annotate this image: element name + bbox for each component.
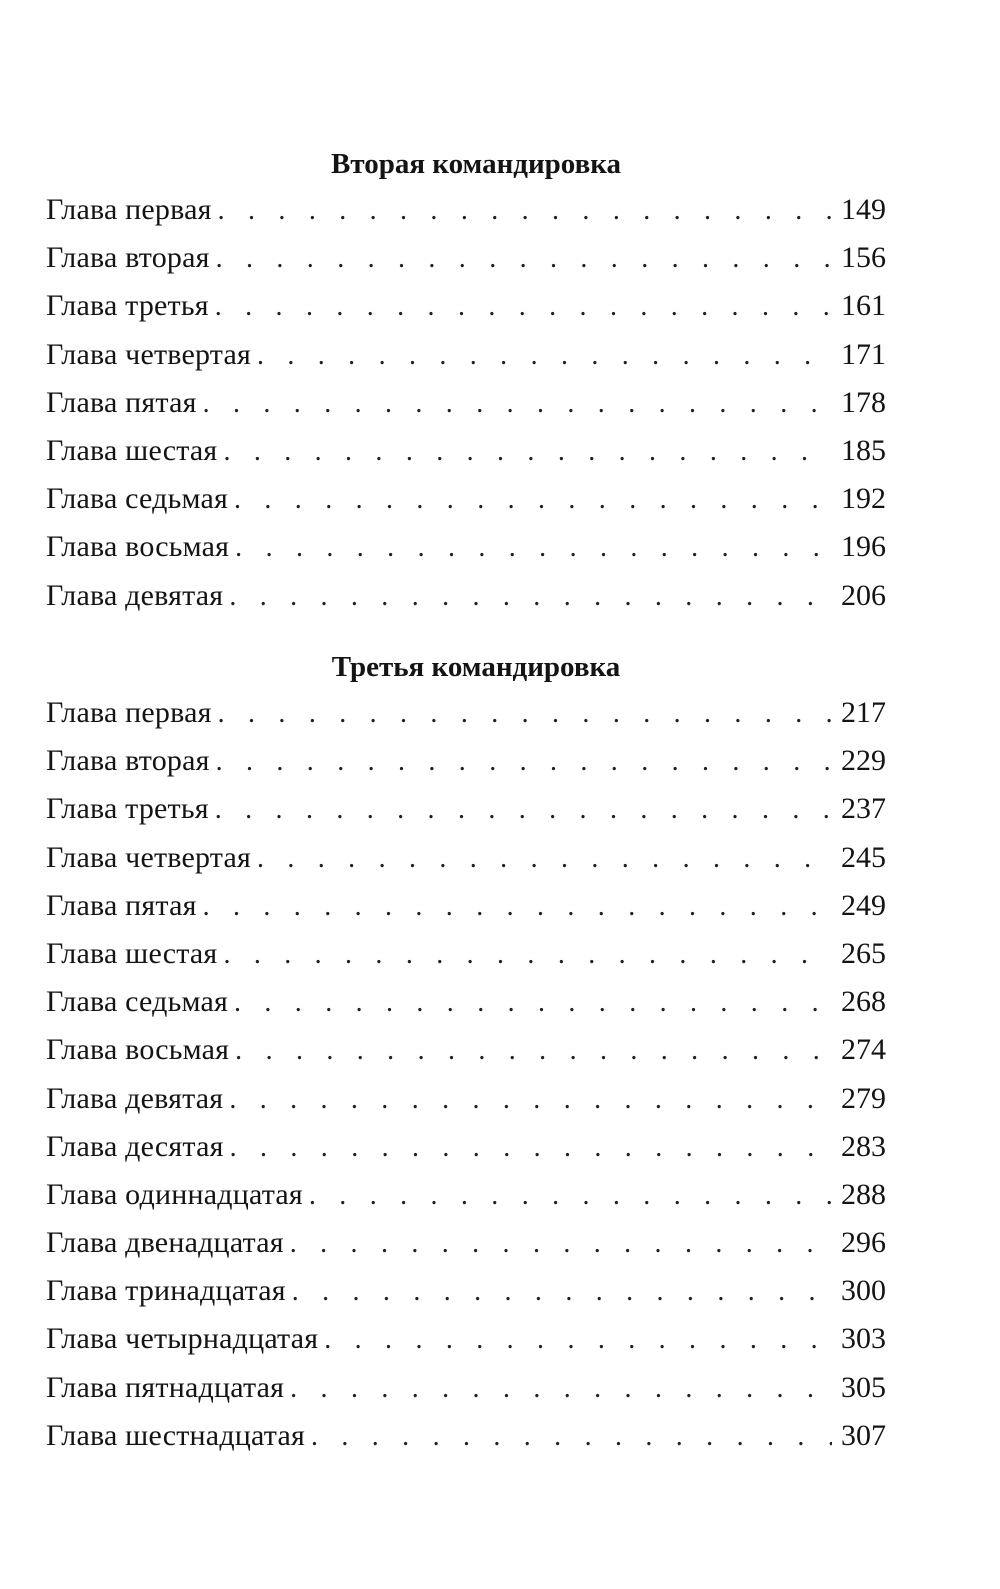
dot-leader — [229, 1076, 832, 1124]
chapter-title: Глава восьмая — [46, 530, 230, 564]
section-title: Вторая командировка — [330, 148, 622, 180]
toc-entry[interactable] — [46, 978, 886, 1026]
toc-entry[interactable] — [46, 282, 886, 330]
dot-leader — [311, 1413, 832, 1461]
chapter-title: Глава тринадцатая — [46, 1274, 286, 1308]
dot-leader — [229, 573, 832, 621]
toc-entry[interactable] — [46, 379, 886, 427]
chapter-title: Глава первая — [46, 193, 212, 226]
dot-leader — [223, 931, 832, 979]
dot-leader — [257, 835, 832, 883]
dot-leader — [234, 979, 832, 1027]
chapter-title: Глава третья — [46, 792, 209, 826]
chapter-title: Глава первая — [46, 696, 212, 729]
toc-entry[interactable] — [46, 1219, 886, 1267]
toc-entry[interactable] — [46, 1075, 886, 1123]
dot-leader — [230, 1124, 832, 1172]
dot-leader — [223, 428, 832, 476]
toc-entry[interactable] — [46, 1026, 886, 1074]
chapter-title: Глава четырнадцатая — [46, 1322, 319, 1356]
page-number: 249 — [841, 888, 886, 922]
chapter-title: Глава шестая — [46, 936, 218, 970]
toc-entry[interactable] — [46, 475, 886, 523]
dot-leader — [290, 1365, 832, 1413]
toc-section — [46, 645, 886, 1460]
page-number: 245 — [841, 840, 886, 874]
chapter-title: Глава восьмая — [46, 1033, 230, 1067]
toc-entry[interactable] — [46, 1364, 886, 1412]
page-number: 192 — [841, 482, 886, 516]
chapter-title: Глава пятая — [46, 888, 197, 922]
page-number: 279 — [841, 1081, 886, 1115]
chapter-title: Глава седьмая — [46, 985, 228, 1019]
dot-leader — [235, 1027, 832, 1075]
page-number: 161 — [841, 289, 886, 323]
page-number: 149 — [841, 193, 886, 226]
chapter-title: Глава пятая — [46, 385, 197, 419]
chapter-title: Глава четвертая — [46, 840, 251, 874]
page-number: 185 — [841, 433, 886, 467]
chapter-title: Глава двенадцатая — [46, 1226, 284, 1260]
page-number: 206 — [841, 578, 886, 612]
dot-leader — [216, 235, 832, 283]
page-number: 156 — [841, 241, 886, 275]
toc-entry[interactable] — [46, 689, 886, 737]
dot-leader — [203, 380, 832, 428]
page-number: 171 — [841, 337, 886, 371]
toc-entry[interactable] — [46, 1171, 886, 1219]
dot-leader — [218, 690, 832, 738]
toc-entry[interactable] — [46, 834, 886, 882]
dot-leader — [292, 1268, 832, 1316]
page-number: 237 — [841, 792, 886, 826]
toc-list — [46, 186, 886, 620]
toc-entry[interactable] — [46, 1123, 886, 1171]
chapter-title: Глава четвертая — [46, 337, 251, 371]
toc-entry[interactable] — [46, 930, 886, 978]
page-number: 196 — [841, 530, 886, 564]
chapter-title: Глава седьмая — [46, 482, 228, 516]
page-number: 229 — [841, 744, 886, 778]
toc-entry[interactable] — [46, 234, 886, 282]
toc-section — [46, 142, 886, 620]
dot-leader — [290, 1220, 832, 1268]
dot-leader — [235, 524, 832, 572]
dot-leader — [309, 1172, 832, 1220]
chapter-title: Глава десятая — [46, 1129, 224, 1163]
page-number: 300 — [841, 1274, 886, 1308]
toc-entry[interactable] — [46, 1412, 886, 1460]
page-number: 303 — [841, 1322, 886, 1356]
toc-entry[interactable] — [46, 572, 886, 620]
dot-leader — [234, 476, 832, 524]
page-number: 305 — [841, 1370, 886, 1404]
chapter-title: Глава шестнадцатая — [46, 1418, 305, 1452]
page-number: 268 — [841, 985, 886, 1019]
toc-entry[interactable] — [46, 523, 886, 571]
page-number: 288 — [841, 1177, 886, 1211]
dot-leader — [216, 738, 832, 786]
section-title: Третья командировка — [331, 651, 621, 683]
dot-leader — [215, 283, 832, 331]
toc-entry[interactable] — [46, 737, 886, 785]
toc-entry[interactable] — [46, 186, 886, 234]
page-number: 283 — [841, 1129, 886, 1163]
dot-leader — [218, 187, 832, 235]
page-number: 296 — [841, 1226, 886, 1260]
chapter-title: Глава шестая — [46, 433, 218, 467]
chapter-title: Глава вторая — [46, 744, 210, 778]
chapter-title: Глава пятнадцатая — [46, 1370, 285, 1404]
page-number: 265 — [841, 936, 886, 970]
toc-entry[interactable] — [46, 1315, 886, 1363]
dot-leader — [203, 883, 832, 931]
dot-leader — [324, 1316, 832, 1364]
chapter-title: Глава одиннадцатая — [46, 1177, 303, 1211]
chapter-title: Глава девятая — [46, 1081, 224, 1115]
toc-list — [46, 689, 886, 1460]
toc-entry[interactable] — [46, 1267, 886, 1315]
toc-entry[interactable] — [46, 882, 886, 930]
chapter-title: Глава вторая — [46, 241, 210, 275]
dot-leader — [257, 332, 832, 380]
page-number: 217 — [841, 696, 886, 729]
toc-entry[interactable] — [46, 427, 886, 475]
page-number: 307 — [841, 1418, 886, 1452]
toc-entry[interactable] — [46, 785, 886, 833]
page-number: 274 — [841, 1033, 886, 1067]
toc-entry[interactable] — [46, 331, 886, 379]
page-number: 178 — [841, 385, 886, 419]
dot-leader — [215, 786, 832, 834]
chapter-title: Глава девятая — [46, 578, 224, 612]
chapter-title: Глава третья — [46, 289, 209, 323]
